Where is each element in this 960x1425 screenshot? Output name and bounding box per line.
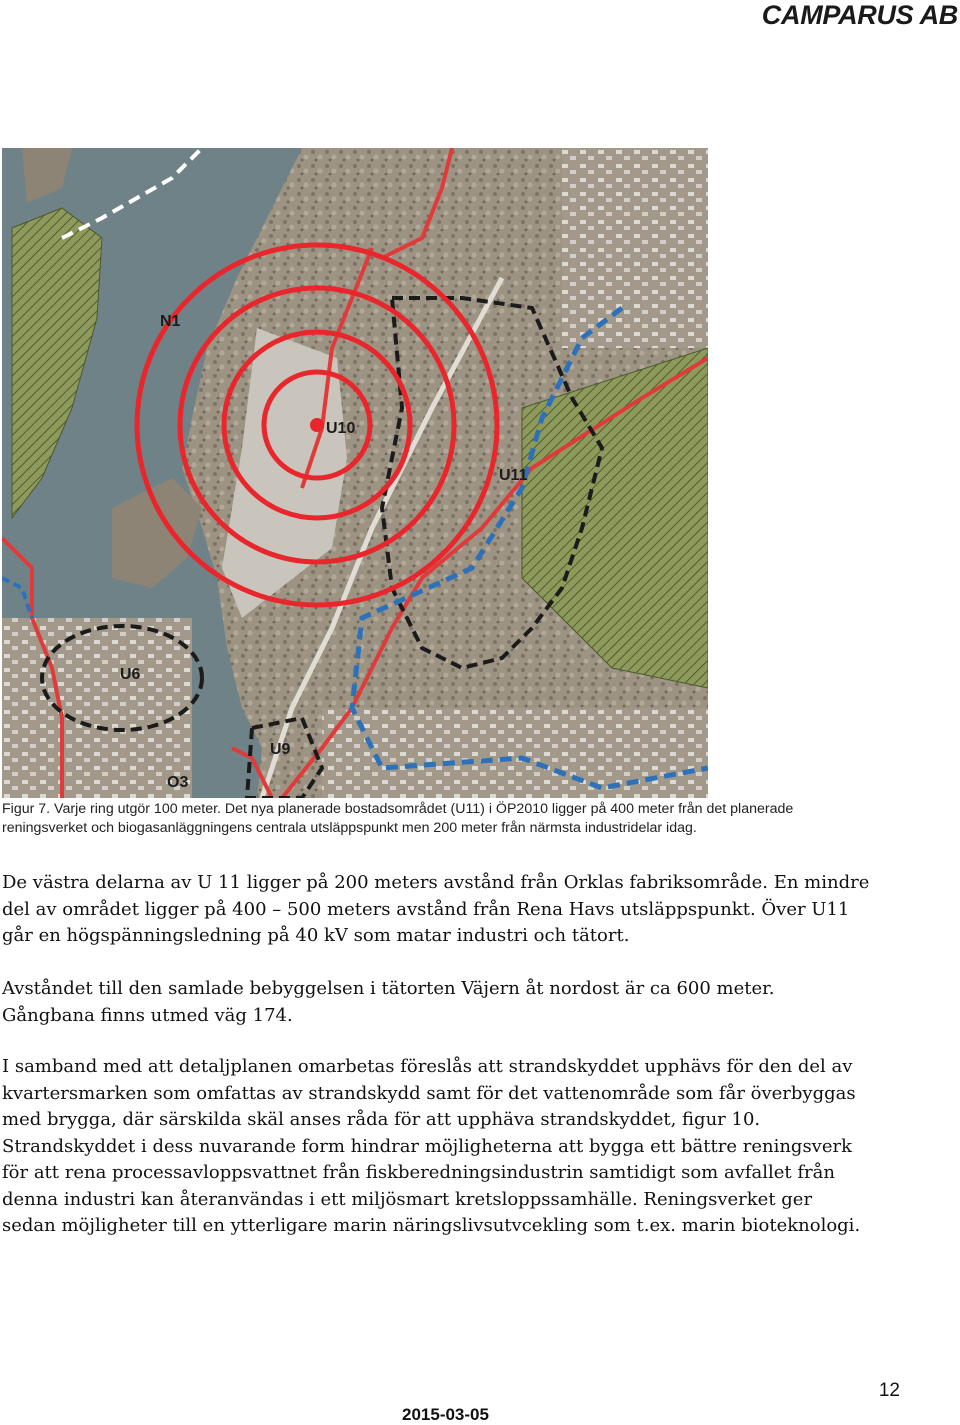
paragraph-u11-distance	[2, 870, 932, 950]
caption-line-1: Figur 7. Varje ring utgör 100 meter. Det nya planerade bostadsområdet (U11) i ÖP2010 ligger på 400 meter från det planerade	[2, 801, 794, 817]
label-u10: U10	[326, 420, 356, 437]
residential-southwest	[2, 618, 192, 798]
paragraph-strandskydd	[2, 1054, 932, 1240]
label-o3: O3	[167, 774, 189, 791]
header-company-name: CAMPARUS AB	[761, 0, 958, 30]
aerial-map	[2, 148, 708, 798]
footer-date: 2015-03-05	[402, 1405, 489, 1424]
paragraph-line: sedan möjligheter till en ytterligare marin näringslivsutvcekling som t.ex. marin bioteknologi.	[2, 1215, 861, 1236]
paragraph-line: kvartersmarken som omfattas av strandskydd samt för det vattenområde som får överbyggas	[2, 1082, 856, 1104]
label-u11: U11	[499, 467, 528, 484]
paragraph-line: med brygga, där särskilda skäl anses råda för att upphäva strandskyddet, figur 10.	[2, 1109, 761, 1130]
ring-center-point	[310, 418, 324, 432]
label-u6: U6	[120, 666, 141, 683]
label-n1: N1	[160, 313, 181, 330]
paragraph-line: De västra delarna av U 11 ligger på 200 meters avstånd från Orklas fabriksområde. En mindre	[2, 872, 870, 893]
residential-northeast	[562, 148, 708, 348]
paragraph-line: Strandskyddet i dess nuvarande form hindrar möjligheterna att bygga ett bättre reningsverk	[2, 1135, 853, 1157]
page-number: 12	[878, 1380, 900, 1401]
paragraph-line: Avståndet till den samlade bebyggelsen i tätorten Väjern åt nordost är ca 600 meter.	[2, 978, 775, 999]
paragraph-line: I samband med att detaljplanen omarbetas föreslås att strandskyddet upphävs för den del av	[2, 1056, 853, 1077]
paragraph-settlement-distance	[2, 976, 932, 1029]
paragraph-line: denna industri kan återanvändas i ett miljösmart kretsloppssamhälle. Reningsverket ger	[2, 1188, 813, 1210]
paragraph-line: går en högspänningsledning på 40 kV som matar industri och tätort.	[2, 925, 630, 946]
paragraph-line: Gångbana finns utmed väg 174.	[2, 1004, 293, 1026]
label-u9: U9	[270, 741, 291, 758]
aerial-map-figure	[2, 148, 708, 798]
residential-south	[322, 708, 708, 798]
paragraph-line: för att rena processavloppsvattnet från fiskberedningsindustrin samtidigt som avfallet från	[2, 1162, 835, 1183]
paragraph-line: del av området ligger på 400 – 500 meters avstånd från Rena Havs utsläppspunkt. Över U11	[2, 898, 850, 920]
figure-caption	[2, 800, 902, 838]
caption-line-2: reningsverket och biogasanläggningens centrala utsläppspunkt men 200 meter från närmsta industridelar idag.	[2, 820, 697, 836]
